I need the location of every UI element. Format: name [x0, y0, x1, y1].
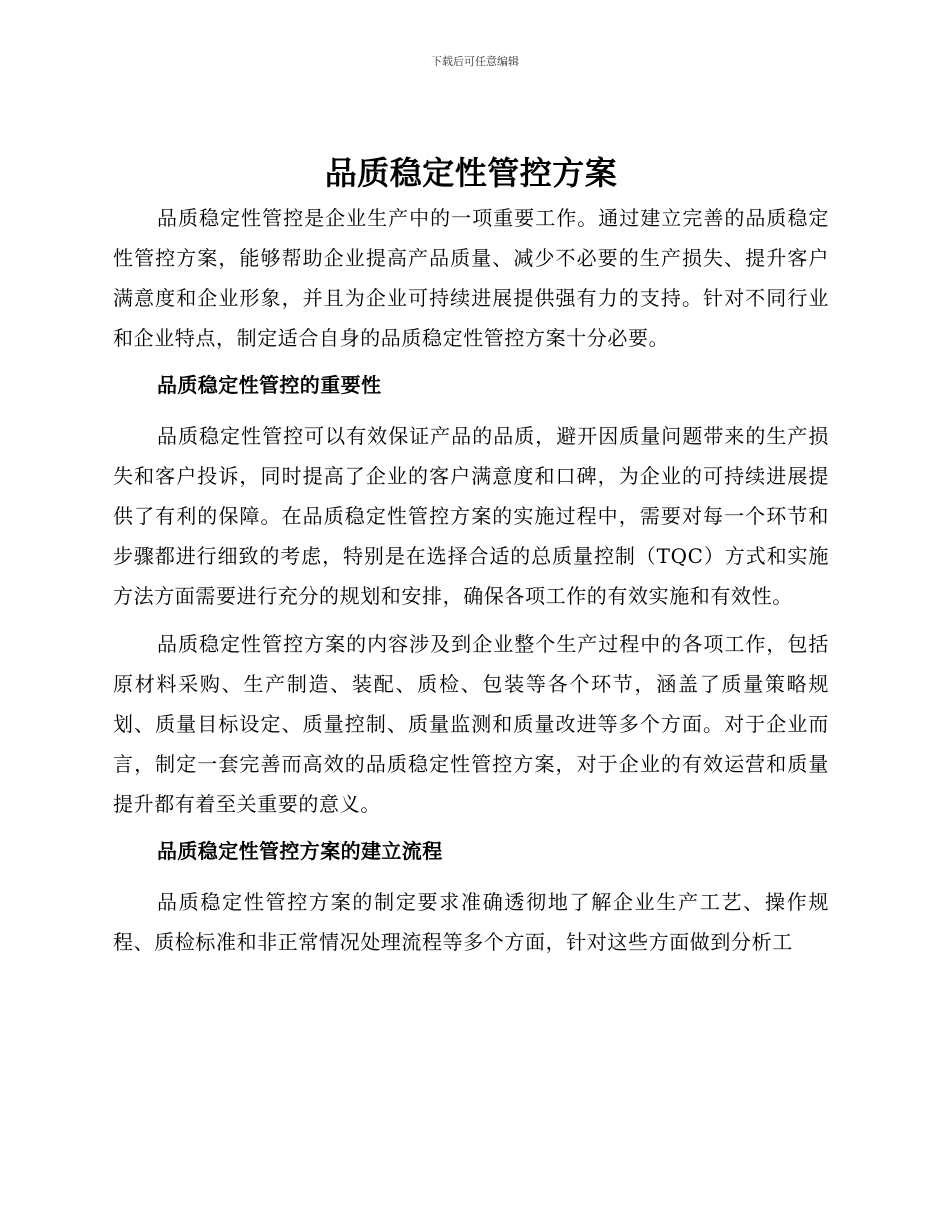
process-paragraph-1: 品质稳定性管控方案的制定要求准确透彻地了解企业生产工艺、操作规程、质检标准和非正常情况处理流程等多个方面，针对这些方面做到分析工 — [113, 890, 829, 954]
section-heading-process: 品质稳定性管控方案的建立流程 — [157, 839, 443, 863]
intro-paragraph: 品质稳定性管控是企业生产中的一项重要工作。通过建立完善的品质稳定性管控方案，能够帮助企业提高产品质量、减少不必要的生产损失、提升客户满意度和企业形象，并且为企业可持续进展提供强有力的支持。针对不同行业和企业特点，制定适合自身的品质稳定性管控方案十分必要。 — [113, 206, 829, 350]
header-note: 下载后可任意编辑 — [431, 55, 519, 68]
importance-paragraph-1: 品质稳定性管控可以有效保证产品的品质，避开因质量问题带来的生产损失和客户投诉，同时提高了企业的客户满意度和口碑，为企业的可持续进展提供了有利的保障。在品质稳定性管控方案的实施过程中，需要对每一个环节和步骤都进行细致的考虑，特别是在选择合适的总质量控制（TQC）方式和实施方法方面需要进行充分的规划和安排，确保各项工作的有效实施和有效性。 — [113, 424, 829, 608]
document-title: 品质稳定性管控方案 — [324, 154, 618, 192]
importance-paragraph-2: 品质稳定性管控方案的内容涉及到企业整个生产过程中的各项工作，包括原材料采购、生产制造、装配、质检、包装等各个环节，涵盖了质量策略规划、质量目标设定、质量控制、质量监测和质量改进等多个方面。对于企业而言，制定一套完善而高效的品质稳定性管控方案，对于企业的有效运营和质量提升都有着至关重要的意义。 — [113, 632, 829, 816]
document-body — [113, 150, 829, 970]
section-heading-importance: 品质稳定性管控的重要性 — [157, 373, 382, 397]
